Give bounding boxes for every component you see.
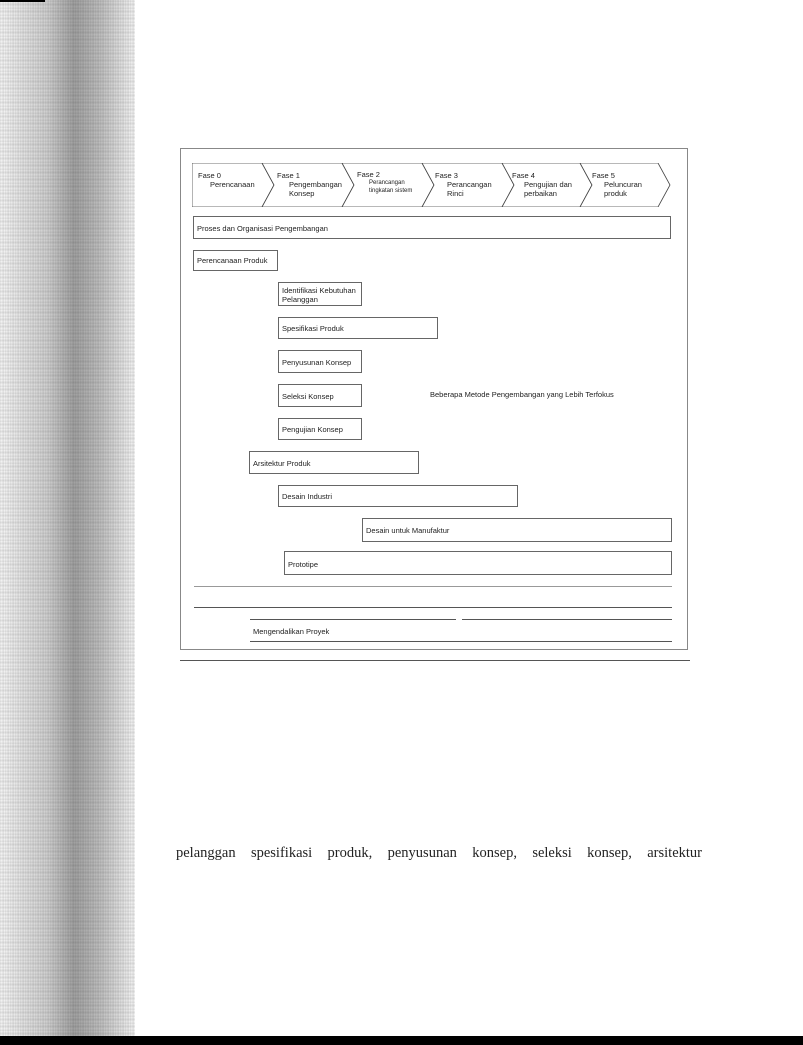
phase-2-name: Perancangan tingkatan sistem xyxy=(369,180,413,194)
scan-top-mark xyxy=(0,0,45,2)
divider-line-3 xyxy=(250,641,672,642)
figure-bottom-rule xyxy=(180,660,690,661)
activity-perencanaan-produk: Perencanaan Produk xyxy=(193,250,278,271)
phase-0-label xyxy=(198,171,266,189)
phase-1-number: Fase 1 xyxy=(277,171,300,180)
activity-spesifikasi-produk: Spesifikasi Produk xyxy=(278,317,438,339)
scan-bottom-edge xyxy=(0,1036,803,1045)
activity-arsitektur-produk: Arsitektur Produk xyxy=(249,451,419,474)
activity-proses-organisasi: Proses dan Organisasi Pengembangan xyxy=(193,216,671,239)
phase-2-label xyxy=(357,171,423,195)
activity-desain-manufaktur: Desain untuk Manufaktur xyxy=(362,518,672,542)
activity-identifikasi-kebutuhan: Identifikasi Kebutuhan Pelanggan xyxy=(278,282,362,306)
divider-line-1 xyxy=(194,607,672,608)
divider-line-2b xyxy=(462,619,672,620)
phase-3-number: Fase 3 xyxy=(435,171,458,180)
phase-5-number: Fase 5 xyxy=(592,171,615,180)
phase-0-number: Fase 0 xyxy=(198,171,221,180)
phase-arrow-row xyxy=(192,163,672,207)
phase-5-name: Peluncuran produk xyxy=(604,180,642,198)
phase-3-name: Perancangan Rinci xyxy=(447,180,492,198)
activity-desain-industri: Desain Industri xyxy=(278,485,518,507)
phase-0-name: Perencanaan xyxy=(210,180,255,189)
activity-pengujian-konsep: Pengujian Konsep xyxy=(278,418,362,440)
activity-mengendalikan-proyek: Mengendalikan Proyek xyxy=(253,627,330,636)
dashed-divider xyxy=(194,586,672,587)
phase-3-label xyxy=(435,171,505,198)
focused-methods-note: Beberapa Metode Pengembangan yang Lebih Terfokus xyxy=(430,390,614,399)
activity-seleksi-konsep: Seleksi Konsep xyxy=(278,384,362,407)
body-paragraph-line: pelanggan spesifikasi produk, penyusunan konsep, seleksi konsep, arsitektur xyxy=(176,845,702,861)
phase-1-name: Pengembangan Konsep xyxy=(289,180,342,198)
phase-4-label xyxy=(512,171,582,198)
phase-2-number: Fase 2 xyxy=(357,170,380,179)
activity-prototipe: Prototipe xyxy=(284,551,672,575)
phase-4-name: Pengujian dan perbaikan xyxy=(524,180,572,198)
phase-1-label xyxy=(277,171,349,198)
activity-penyusunan-konsep: Penyusunan Konsep xyxy=(278,350,362,373)
scan-edge-shadow xyxy=(0,0,135,1045)
phase-4-number: Fase 4 xyxy=(512,171,535,180)
divider-line-2a xyxy=(250,619,456,620)
phase-5-label xyxy=(592,171,656,198)
